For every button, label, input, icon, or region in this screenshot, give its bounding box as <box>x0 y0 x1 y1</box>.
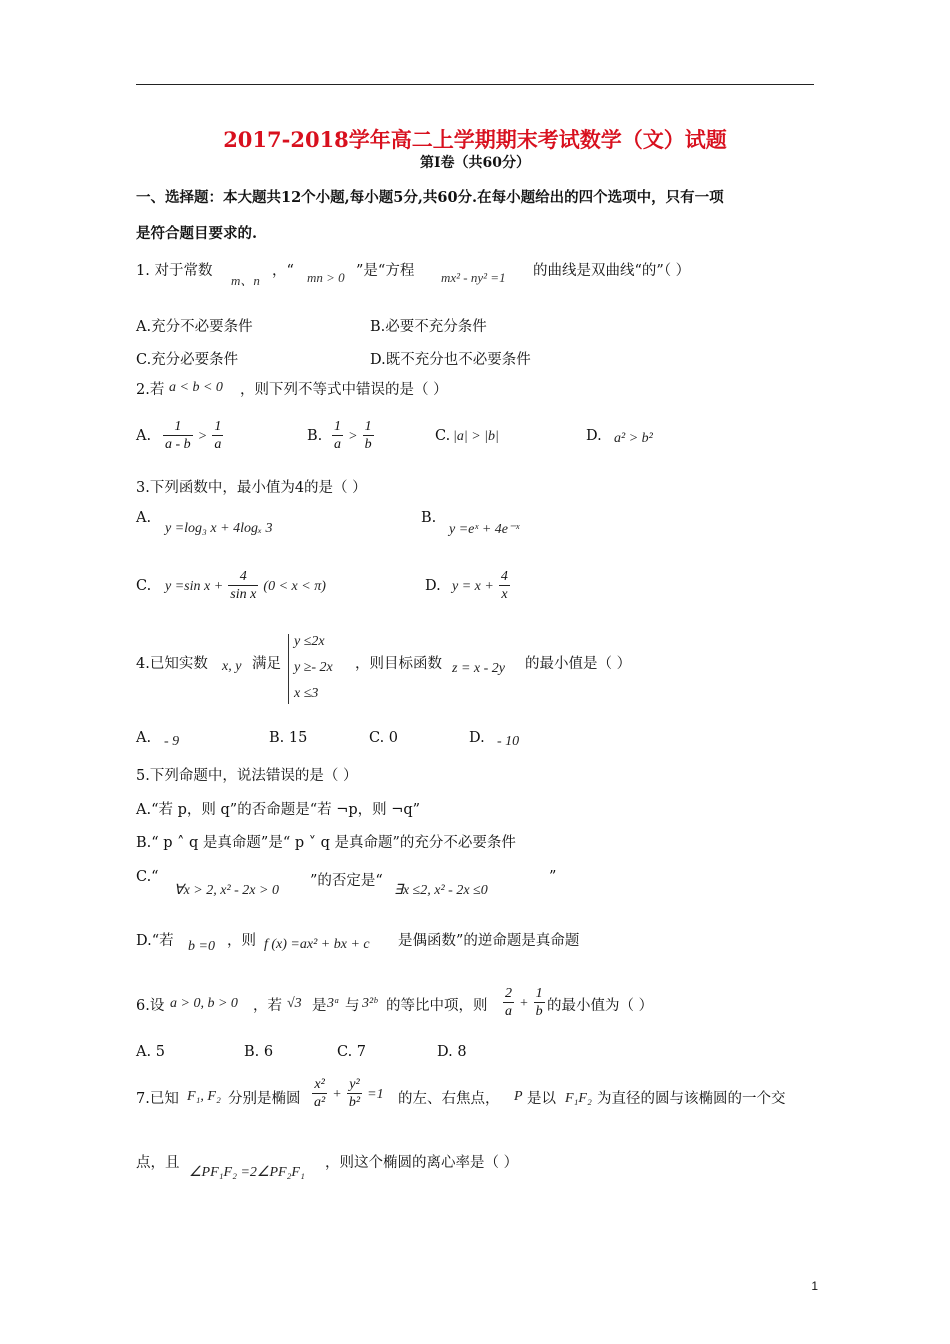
q2-option-b-label: B. <box>307 428 323 444</box>
q2-option-a-label: A. <box>136 428 152 444</box>
q5-option-c-3: ” <box>549 869 557 885</box>
q2-option-d-label: D. <box>586 428 602 444</box>
q2-option-c-label: C. <box>435 428 451 444</box>
q6-math-expression: $\frac{2}{a}$ + $\frac{1}{b}$ <box>505 986 543 1019</box>
q1-option-b: B.必要不充分条件 <box>370 319 487 335</box>
q5-option-c-math-1: ∀x > 2, x² - 2x > 0 <box>174 883 279 898</box>
q5-option-c-1: C.“ <box>136 869 159 885</box>
q7-text-7: ，则这个椭圆的离心率是（ ） <box>325 1155 519 1171</box>
paper-subtitle: 第Ⅰ卷（共60分） <box>419 155 531 171</box>
q6-text-5: 的等比中项，则 <box>386 998 488 1014</box>
q4-option-d-value: - 10 <box>497 734 520 749</box>
q4-option-c: C. 0 <box>369 730 399 746</box>
q6-math-condition: a > 0, b > 0 <box>170 996 238 1011</box>
q7-text-2: 分别是椭圆 <box>228 1091 301 1107</box>
q5-option-d-2: ，则 <box>227 933 256 949</box>
q4-option-a-label: A. <box>136 730 152 746</box>
q5-option-d-math-1: b =0 <box>188 939 215 954</box>
q1-option-d: D.既不充分也不必要条件 <box>370 352 531 368</box>
q5-option-d-1: D.“若 <box>136 933 174 949</box>
q6-option-b: B. 6 <box>244 1044 274 1060</box>
q4-constraint-brace <box>288 634 289 704</box>
q1-math-condition: mn > 0 <box>307 270 345 285</box>
q4-constraint-3: x ≤3 <box>294 686 319 701</box>
q1-option-c: C.充分必要条件 <box>136 352 239 368</box>
q6-math-sqrt3: √3 <box>287 996 302 1011</box>
q7-text-4: 是以 <box>527 1091 556 1107</box>
top-rule <box>136 84 814 85</box>
q5-option-c-math-2: ∃x ≤2, x² - 2x ≤0 <box>394 883 488 898</box>
q3-option-a-label: A. <box>136 510 152 526</box>
q7-text-6: 点，且 <box>136 1155 180 1171</box>
q5-text: 5.下列命题中，说法错误的是（ ） <box>136 768 358 784</box>
q6-text-6: 的最小值为（ ） <box>547 998 654 1014</box>
q1-text-3: ”是“方程 <box>356 263 415 279</box>
q6-option-a: A. 5 <box>136 1044 165 1060</box>
q6-math-3a: 3ᵃ <box>327 996 340 1011</box>
page-number: 1 <box>811 1279 818 1293</box>
q5-option-d-3: 是偶函数”的逆命题是真命题 <box>398 933 580 949</box>
q4-option-a-value: - 9 <box>164 734 180 749</box>
exam-title: 2017-2018学年高二上学期期末考试数学（文）试题 <box>223 127 727 152</box>
q4-constraint-2: y ≥- 2x <box>294 660 333 675</box>
q3-option-b-label: B. <box>421 510 437 526</box>
q2-option-c-math: |a| > |b| <box>453 429 499 444</box>
q7-math-p: P <box>514 1089 523 1104</box>
q6-text-2: ，若 <box>253 998 282 1014</box>
q4-text-1: 4.已知实数 <box>136 656 208 672</box>
section-heading-line1: 一、选择题：本大题共12个小题,每小题5分,共60分.在每小题给出的四个选项中，只有一项 <box>136 189 724 206</box>
q7-text-5: 为直径的圆与该椭圆的一个交 <box>597 1091 786 1107</box>
q7-math-angle: ∠PF₁F₂ =2∠PF₂F₁ <box>189 1165 305 1180</box>
q2-option-d-math: a² > b² <box>614 431 653 446</box>
q3-option-a-math: y =log₃ x + 4logₓ 3 <box>165 521 273 536</box>
q2-option-b-math: $\frac{1}{a}$ > $\frac{1}{b}$ <box>334 419 372 452</box>
q7-math-foci: F₁, F₂ <box>187 1089 221 1104</box>
q4-math-objective: z = x - 2y <box>452 661 505 676</box>
q1-text-1: 1. 对于常数 <box>136 263 213 279</box>
q4-constraint-1: y ≤2x <box>294 634 325 649</box>
q7-text-3: 的左、右焦点， <box>398 1091 500 1107</box>
q3-option-d-math: y = x + $\frac{4}{x}$ <box>452 569 508 602</box>
section-heading-line2: 是符合题目要求的. <box>136 225 258 242</box>
q2-math-condition: a < b < 0 <box>169 380 223 395</box>
q6-text-1: 6.设 <box>136 998 165 1014</box>
q5-option-b: B.“ p ˄ q 是真命题”是“ p ˅ q 是真命题”的充分不必要条件 <box>136 835 516 851</box>
q7-text-1: 7.已知 <box>136 1091 179 1107</box>
q7-math-ellipse: $\frac{\text{x²}}{\text{a²}}$ + $\frac{\text{y²}}{\text{b²}}$ =1 <box>314 1077 384 1110</box>
q4-option-d-label: D. <box>469 730 485 746</box>
q6-text-3: 是 <box>312 998 327 1014</box>
q4-math-vars: x, y <box>222 659 242 674</box>
q6-text-4: 与 <box>345 998 360 1014</box>
q3-option-d-label: D. <box>425 578 441 594</box>
q4-text-3: ，则目标函数 <box>355 656 442 672</box>
q5-option-a: A.“若 p，则 q”的否命题是“若 ¬p，则 ¬q” <box>136 802 421 818</box>
q1-text-2: ，“ <box>272 263 294 279</box>
q6-option-c: C. 7 <box>337 1044 367 1060</box>
q5-option-d-math-2: f (x) =ax² + bx + c <box>264 937 370 952</box>
q3-text: 3.下列函数中，最小值为4的是（ ） <box>136 480 367 496</box>
q3-option-b-math: y =eˣ + 4e⁻ˣ <box>449 522 520 537</box>
q1-math-equation: mx² - ny² =1 <box>441 270 506 285</box>
q1-text-4: 的曲线是双曲线“的”（ ） <box>533 263 691 279</box>
q4-text-4: 的最小值是（ ） <box>525 656 632 672</box>
q6-math-32b: 3²ᵇ <box>362 996 377 1011</box>
q1-math-constants: m、n <box>231 273 260 288</box>
q2-option-a-math: $\frac{1}{a - b}$ > $\frac{1}{a}$ <box>165 419 222 452</box>
q6-option-d: D. 8 <box>437 1044 467 1060</box>
q1-option-a: A.充分不必要条件 <box>136 319 253 335</box>
q4-option-b: B. 15 <box>269 730 308 746</box>
q5-option-c-2: ”的否定是“ <box>310 873 383 889</box>
q3-option-c-label: C. <box>136 578 152 594</box>
q2-text-2: ，则下列不等式中错误的是（ ） <box>240 382 448 398</box>
q3-option-c-math: y =sin x + $\frac{4}{\text{sin x}}$ (0 < x < π) <box>165 569 326 602</box>
q4-text-2: 满足 <box>252 656 281 672</box>
q2-text-1: 2.若 <box>136 382 165 398</box>
q7-math-f1f2: F₁F₂ <box>565 1091 592 1106</box>
